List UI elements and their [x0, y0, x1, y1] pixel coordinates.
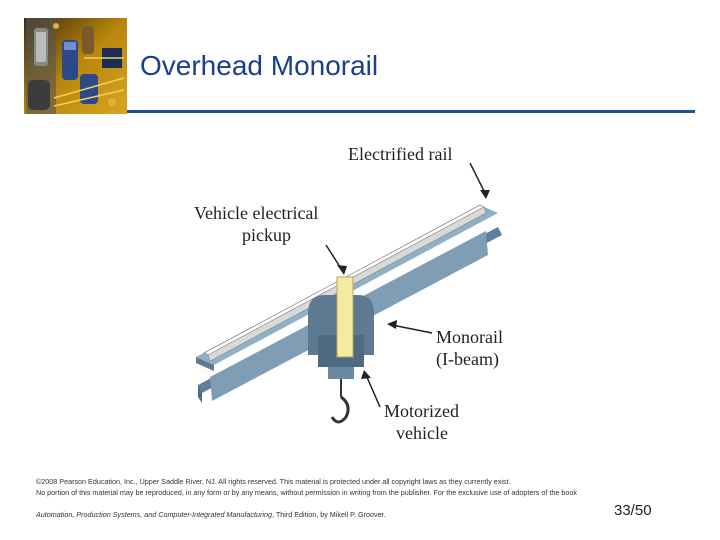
copyright-line1: ©2008 Pearson Education, Inc., Upper Saddle River, NJ. All rights reserved. This material is protected under all copyright laws as they currently exist. — [36, 477, 511, 486]
label-vehicle-line1: Motorized — [384, 401, 459, 421]
label-vehicle-line2: vehicle — [396, 423, 448, 443]
slide-title: Overhead Monorail — [140, 50, 379, 81]
copyright-notice — [36, 477, 676, 498]
title-divider — [127, 110, 695, 113]
vehicle-hook — [332, 397, 348, 422]
label-monorail-line2: (I-beam) — [436, 349, 499, 369]
monorail-illustration — [180, 135, 510, 455]
monorail-diagram — [180, 135, 510, 455]
page-number: 33/50 — [614, 502, 652, 519]
label-pickup-line2: pickup — [242, 225, 291, 245]
edition-author: , Third Edition, by Mikell P. Groover. — [271, 510, 386, 519]
circuit-board-image — [24, 18, 127, 114]
book-title: Automation, Production Systems, and Computer-Integrated Manufacturing — [36, 510, 272, 519]
book-citation — [36, 510, 386, 519]
copyright-line2: No portion of this material may be reproduced, in any form or by any means, without permission in writing from the publisher. For the exclusive use of adopters of the book — [36, 487, 577, 497]
label-pickup-line1: Vehicle electrical — [194, 203, 319, 223]
corner-photo — [24, 18, 127, 114]
label-electrified-rail: Electrified rail — [348, 144, 453, 164]
label-monorail-line1: Monorail — [436, 327, 503, 347]
vehicle-electrical-pickup — [337, 277, 353, 357]
